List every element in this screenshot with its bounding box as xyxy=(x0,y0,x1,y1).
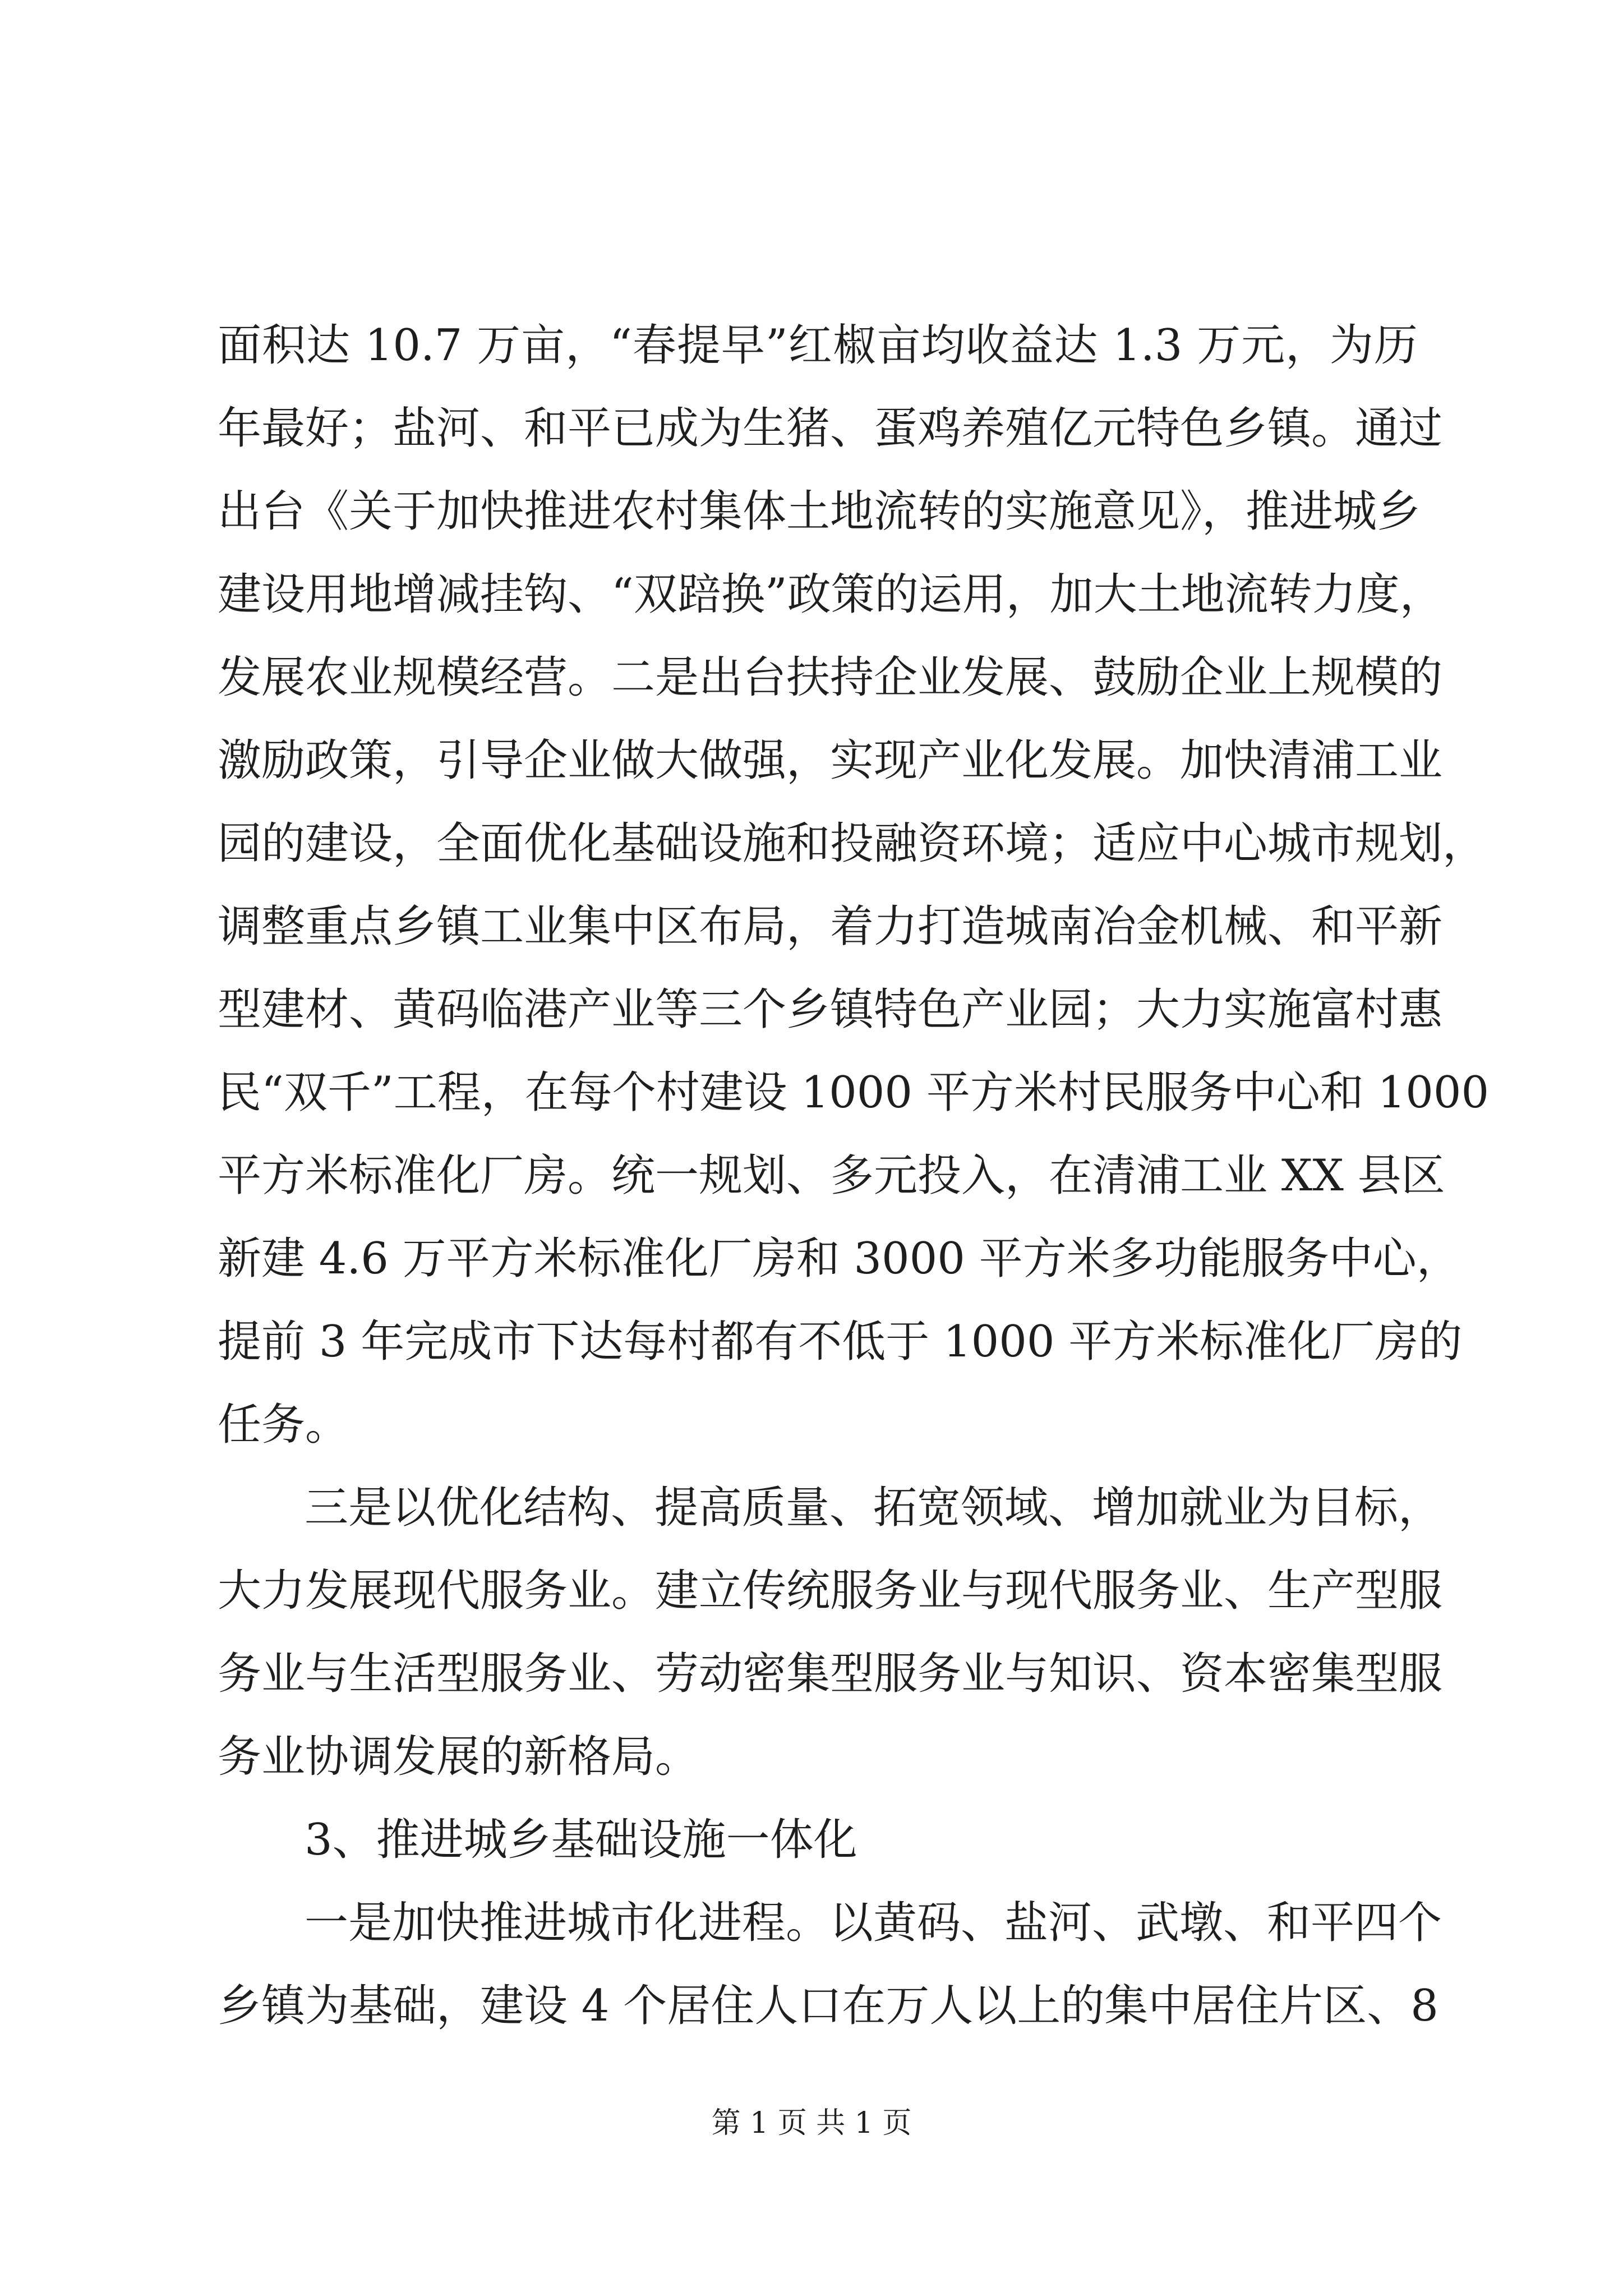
text-line-4: 建设用地增减挂钩、“双踣换”政策的运用，加大土地流转力度， xyxy=(218,569,1444,620)
text-line-9: 型建材、黄码临港产业等三个乡镇特色产业园；大力实施富村惠 xyxy=(218,984,1443,1035)
text-line-13: 提前 3 年完成市下达每村都有不低于 1000 平方米标准化厂房的 xyxy=(218,1317,1463,1367)
text-line-11: 平方米标准化厂房。统一规划、多元投入，在清浦工业 XX 县区 xyxy=(218,1151,1445,1201)
text-line-14: 任务。 xyxy=(218,1400,349,1450)
text-line-2: 年最好；盐河、和平已成为生猪、蛋鸡养殖亿元特色乡镇。通过 xyxy=(218,403,1443,454)
text-line-17: 务业与生活型服务业、劳动密集型服务业与知识、资本密集型服 xyxy=(218,1649,1443,1699)
text-line-8: 调整重点乡镇工业集中区布局，着力打造城南冶金机械、和平新 xyxy=(218,901,1443,952)
text-line-18: 务业协调发展的新格局。 xyxy=(218,1732,699,1782)
text-line-5: 发展农业规模经营。二是出台扶持企业发展、鼓励企业上规模的 xyxy=(218,652,1443,703)
text-line-21: 乡镇为基础，建设 4 个居住人口在万人以上的集中居住片区、8 xyxy=(218,1981,1438,2031)
text-line-7: 园的建设，全面优化基础设施和投融资环境；适应中心城市规划， xyxy=(218,818,1487,869)
text-line-16: 大力发展现代服务业。建立传统服务业与现代服务业、生产型服 xyxy=(218,1566,1443,1616)
text-line-6: 激励政策，引导企业做大做强，实现产业化发展。加快清浦工业 xyxy=(218,735,1443,786)
text-line-15: 三是以优化结构、提高质量、拓宽领域、增加就业为目标， xyxy=(305,1483,1442,1533)
text-line-1: 面积达 10.7 万亩，“春提早”红椒亩均收益达 1.3 万元，为历 xyxy=(218,320,1418,371)
text-line-20: 一是加快推进城市化进程。以黄码、盐河、武墩、和平四个 xyxy=(305,1898,1442,1948)
text-line-10: 民“双千”工程，在每个村建设 1000 平方米村民服务中心和 1000 xyxy=(218,1068,1490,1118)
text-line-3: 出台《关于加快推进农村集体土地流转的实施意见》，推进城乡 xyxy=(218,486,1421,537)
page-footer: 第 1 页 共 1 页 xyxy=(711,2106,912,2140)
text-line-12: 新建 4.6 万平方米标准化厂房和 3000 平方米多功能服务中心， xyxy=(218,1234,1460,1284)
section-heading: 3、推进城乡基础设施一体化 xyxy=(305,1815,857,1865)
